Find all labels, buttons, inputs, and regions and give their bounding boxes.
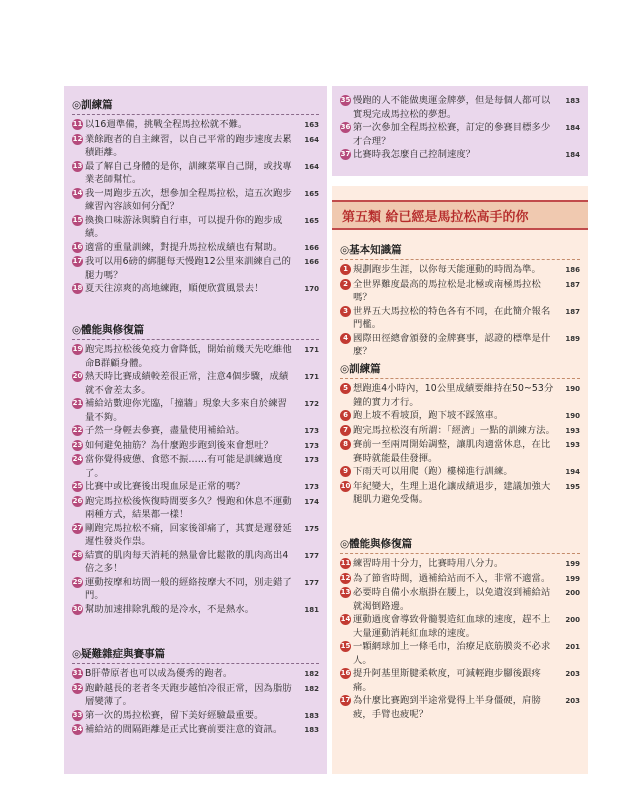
entry-page-number: 189 [565, 334, 580, 343]
entry-text: 跑齡越長的老者冬天跑步越怕冷很正常，因為脂肪層變薄了。 [85, 682, 292, 707]
entry-number-badge: 14 [72, 188, 83, 197]
toc-entry[interactable] [340, 694, 580, 721]
entry-text: 當你覺得疲憊、食慾不振……有可能是訓練過度了。 [85, 454, 283, 479]
toc-entry[interactable] [72, 723, 319, 738]
toc-entry[interactable] [340, 332, 580, 359]
entry-text: 熱天時比賽成績較差很正常，注意4個步驟，成績就不會差太多。 [85, 371, 289, 396]
entry-number-badge: 37 [340, 150, 351, 158]
entry-number-badge: 16 [72, 242, 83, 251]
entry-text: 練習時用十分力，比賽時用八分力。 [353, 558, 504, 569]
section-heading: ◎訓練篇 [72, 97, 319, 115]
entry-text: 跑完馬拉松後免疫力會降低，開始前幾天先吃維他命B群顧身體。 [85, 344, 292, 369]
toc-entry[interactable] [72, 370, 319, 397]
entry-text: 必要時自備小水瓶掛在腰上，以免遺沒到補給站就渴倒路邊。 [353, 587, 551, 612]
toc-entry[interactable] [72, 682, 319, 709]
entry-page-number: 173 [304, 427, 319, 435]
entry-number-badge: 13 [72, 161, 83, 170]
toc-entry[interactable] [72, 160, 319, 187]
entry-text: 結實的肌肉每天消耗的熱量會比鬆散的肌肉高出4倍之多！ [85, 549, 289, 574]
toc-entry[interactable] [72, 424, 319, 439]
left-column-panel [64, 86, 327, 774]
toc-entry[interactable] [72, 453, 319, 480]
entry-page-number: 164 [304, 135, 319, 144]
entry-text: 比賽時我怎麼自己控制速度？ [353, 149, 476, 160]
entry-text: 補給站的間隔距離是正式比賽前要注意的資訊。 [85, 724, 283, 735]
right-top-panel [332, 86, 588, 176]
toc-entry[interactable] [340, 557, 580, 572]
toc-entry[interactable] [340, 148, 580, 163]
entry-number-badge: 17 [72, 257, 83, 265]
entry-number-badge: 25 [72, 482, 83, 490]
entry-page-number: 173 [304, 483, 319, 491]
entry-number-badge: 5 [340, 383, 351, 394]
entry-page-number: 166 [304, 258, 319, 266]
right-main-panel [332, 186, 588, 774]
entry-number-badge: 26 [72, 496, 83, 505]
toc-entry[interactable] [340, 94, 580, 121]
entry-text: 規劃跑步生涯，以你每天能運動的時間為準。 [353, 264, 541, 275]
entry-text: 國際田徑總會頒發的金牌賽事，認證的標準是什麼？ [353, 332, 551, 357]
toc-entry[interactable] [72, 576, 319, 603]
entry-page-number: 182 [304, 684, 319, 693]
entry-page-number: 194 [565, 468, 580, 476]
entry-number-badge: 19 [72, 345, 83, 353]
entry-page-number: 166 [304, 243, 319, 252]
entry-number-badge: 8 [340, 439, 351, 450]
entry-page-number: 186 [565, 266, 580, 274]
entry-page-number: 182 [304, 670, 319, 678]
entry-text: B肝帶原者也可以成為優秀的跑者。 [85, 668, 233, 679]
toc-entry[interactable] [72, 667, 319, 682]
entry-number-badge: 12 [72, 134, 83, 143]
entry-text: 第一次參加全程馬拉松賽，訂定的參賽目標多少才合理？ [353, 122, 551, 147]
entry-text: 換換口味游泳與騎自行車，可以提升你的跑步成績。 [85, 214, 283, 239]
entry-text: 業餘跑者的自主練習，以自己平常的跑步速度去累積距離。 [85, 133, 292, 158]
entry-text: 跑完馬拉松沒有所謂：「經濟」一點的訓練方法。 [353, 424, 556, 436]
entry-number-badge: 30 [72, 604, 83, 613]
entry-page-number: 190 [565, 412, 580, 420]
entry-text: 想跑進4小時內，10公里成績要維持在50~53分鐘的實力才行。 [353, 383, 554, 408]
entry-number-badge: 10 [340, 481, 351, 490]
section-training-advanced [332, 361, 588, 507]
toc-entry[interactable] [340, 480, 580, 507]
entry-number-badge: 6 [340, 410, 351, 421]
section-training [64, 97, 327, 297]
entry-number-badge: 13 [340, 588, 351, 596]
entry-page-number: 170 [304, 285, 319, 293]
toc-entry[interactable] [340, 613, 580, 640]
toc-entry[interactable] [72, 603, 319, 618]
entry-page-number: 199 [565, 574, 580, 583]
toc-entry[interactable] [340, 263, 580, 278]
toc-entry[interactable] [340, 409, 580, 424]
entry-text: 跑完馬拉松後恢復時間要多久？慢跑和休息不運動兩種方式，結果都一樣！ [85, 495, 292, 520]
toc-entry[interactable] [340, 640, 580, 667]
entry-number-badge: 16 [340, 669, 351, 677]
entry-page-number: 184 [565, 124, 580, 132]
entry-number-badge: 23 [72, 440, 83, 449]
entry-text: 適當的重量訓練，對提升馬拉松成績也有幫助。 [85, 241, 283, 253]
entry-number-badge: 15 [340, 642, 351, 650]
entry-number-badge: 20 [72, 372, 83, 380]
entry-page-number: 201 [565, 643, 580, 651]
toc-entry[interactable] [340, 465, 580, 480]
toc-entry[interactable] [340, 278, 580, 305]
toc-entry[interactable] [72, 118, 319, 133]
entry-text: 賽前一至兩周開始調整，讓肌肉適當休息，在比賽時就能最佳發揮。 [353, 439, 551, 464]
entry-page-number: 199 [565, 560, 580, 568]
toc-entry[interactable] [72, 241, 319, 256]
entry-number-badge: 2 [340, 279, 351, 290]
entry-page-number: 203 [565, 670, 580, 678]
entry-number-badge: 18 [72, 284, 83, 292]
entry-number-badge: 34 [72, 725, 83, 733]
toc-entry[interactable] [72, 282, 319, 297]
entry-page-number: 181 [304, 605, 319, 614]
section-continued [332, 94, 588, 163]
entry-text: 運動按摩和坊間一般的經絡按摩大不同，別走錯了門。 [85, 576, 292, 601]
section-fitness-recovery [64, 322, 327, 617]
entry-number-badge: 24 [72, 455, 83, 463]
toc-entry[interactable] [72, 133, 319, 160]
entry-page-number: 193 [565, 426, 580, 435]
entry-text: 如何避免抽筋？為什麼跑步跑到後來會想吐？ [85, 439, 273, 451]
entry-page-number: 163 [304, 121, 319, 129]
entry-page-number: 172 [304, 400, 319, 408]
entry-number-badge: 32 [72, 683, 83, 692]
entry-number-badge: 14 [340, 615, 351, 623]
entry-number-badge: 33 [72, 710, 83, 719]
entry-text: 提升阿基里斯腱柔軟度，可減輕跑步腳後跟疼痛。 [353, 668, 541, 693]
entry-number-badge: 1 [340, 264, 351, 275]
entry-text: 比賽中或比賽後出現血尿是正常的嗎？ [85, 481, 245, 492]
entry-page-number: 193 [565, 441, 580, 449]
entry-number-badge: 21 [72, 399, 83, 407]
entry-number-badge: 31 [72, 669, 83, 677]
entry-number-badge: 36 [340, 123, 351, 131]
entry-page-number: 171 [304, 346, 319, 354]
toc-entry[interactable] [72, 709, 319, 724]
toc-entry[interactable] [340, 667, 580, 694]
entry-text: 下雨天可以用爬（跑）樓梯進行訓練。 [353, 466, 513, 477]
entry-page-number: 177 [304, 551, 319, 560]
section-heading: ◎體能與修復篇 [340, 536, 580, 554]
entry-number-badge: 11 [340, 559, 351, 567]
entry-number-badge: 9 [340, 466, 351, 477]
entry-page-number: 184 [565, 151, 580, 159]
toc-entry[interactable] [340, 305, 580, 332]
chapter-banner [332, 200, 588, 230]
entry-text: 補給站數迎你光臨，「撞牆」現象大多來自於練習量不夠。 [85, 398, 288, 423]
toc-entry[interactable] [72, 549, 319, 576]
entry-number-badge: 3 [340, 306, 351, 317]
entry-text: 世界五大馬拉松的特色各有不同，在此簡介報名門檻。 [353, 305, 551, 330]
toc-entry[interactable] [72, 255, 319, 282]
entry-page-number: 173 [304, 441, 319, 450]
section-heading: ◎訓練篇 [340, 361, 580, 379]
entry-number-badge: 22 [72, 426, 83, 434]
section-heading: ◎體能與修復篇 [72, 322, 319, 340]
entry-text: 年紀變大，生理上退化讓成績退步，建議加強大腿肌力避免受傷。 [353, 480, 551, 505]
entry-text: 我可以用6磅的綁腿每天慢跑12公里來訓練自己的腿力嗎？ [85, 256, 291, 281]
entry-number-badge: 35 [340, 96, 351, 104]
toc-entry[interactable] [340, 572, 580, 587]
entry-number-badge: 11 [72, 120, 83, 128]
entry-page-number: 187 [565, 280, 580, 289]
entry-page-number: 165 [304, 216, 319, 225]
entry-page-number: 183 [304, 726, 319, 734]
entry-text: 為什麼比賽跑到半途常覺得上半身僵硬，肩膀疲，手臂也疲呢？ [353, 695, 541, 720]
entry-text: 全世界難度最高的馬拉松是北極或南極馬拉松嗎？ [353, 278, 541, 303]
chapter-title: 第五類 給已經是馬拉松高手的你 [342, 209, 529, 225]
entry-text: 夏天往涼爽的高地練跑，順便欣賞風景去！ [85, 283, 264, 294]
entry-page-number: 177 [304, 578, 319, 587]
entry-page-number: 164 [304, 162, 319, 171]
entry-text: 為了節省時間，過補給站而不入，非常不適當。 [353, 572, 551, 584]
section-basic-knowledge [332, 242, 588, 359]
entry-text: 一顆網球加上一條毛巾，治療足底筋膜炎不必求人。 [353, 641, 551, 666]
entry-page-number: 195 [565, 482, 580, 491]
entry-number-badge: 27 [72, 523, 83, 532]
toc-entry[interactable] [340, 424, 580, 439]
toc-entry[interactable] [72, 187, 319, 214]
entry-text: 幫助加速排除乳酸的是冷水，不是熱水。 [85, 603, 255, 615]
entry-page-number: 173 [304, 456, 319, 464]
entry-page-number: 190 [565, 385, 580, 393]
entry-page-number: 183 [304, 711, 319, 720]
entry-text: 最了解自己身體的是你，訓練菜單自己開，或找專業老師幫忙。 [85, 160, 292, 185]
entry-number-badge: 17 [340, 696, 351, 704]
section-heading: ◎疑難雜症與賽事篇 [72, 646, 319, 664]
toc-entry[interactable] [340, 382, 580, 409]
entry-text: 第一次的馬拉松賽，留下美好經驗最重要。 [85, 709, 264, 721]
entry-page-number: 171 [304, 373, 319, 381]
toc-entry[interactable] [340, 121, 580, 148]
entry-text: 慢跑的人不能做奧運金牌夢，但是每個人都可以實現完成馬拉松的夢想。 [353, 95, 551, 120]
entry-number-badge: 29 [72, 577, 83, 586]
entry-page-number: 200 [565, 616, 580, 624]
entry-text: 我一周跑步五次，想參加全程馬拉松，這五次跑步練習內容該如何分配？ [85, 187, 292, 212]
entry-number-badge: 15 [72, 215, 83, 224]
toc-entry[interactable] [72, 495, 319, 522]
entry-page-number: 165 [304, 189, 319, 198]
entry-text: 運動過度會導致骨髓製造紅血球的速度，趕不上大量運動消耗紅血球的速度。 [353, 614, 551, 639]
entry-number-badge: 4 [340, 333, 351, 344]
toc-entry[interactable] [72, 522, 319, 549]
entry-page-number: 203 [565, 697, 580, 705]
section-misc-events [64, 646, 327, 738]
entry-page-number: 183 [565, 97, 580, 105]
toc-entry[interactable] [72, 480, 319, 495]
entry-text: 剛跑完馬拉松不痛，回家後卻痛了，其實是遲發延遲性發炎作祟。 [85, 522, 292, 547]
toc-entry[interactable] [72, 397, 319, 424]
section-heading: ◎基本知識篇 [340, 242, 580, 260]
entry-page-number: 187 [565, 307, 580, 316]
toc-entry[interactable] [340, 586, 580, 613]
toc-entry[interactable] [72, 214, 319, 241]
toc-entry[interactable] [340, 438, 580, 465]
entry-number-badge: 7 [340, 425, 351, 436]
entry-number-badge: 28 [72, 550, 83, 559]
section-fitness-recovery-advanced [332, 536, 588, 721]
entry-text: 子然一身輕去參賽，盡量使用補給站。 [85, 425, 245, 436]
toc-entry[interactable] [72, 439, 319, 454]
entry-number-badge: 12 [340, 573, 351, 582]
entry-text: 以16週準備，挑戰全程馬拉松就不難。 [85, 119, 248, 130]
entry-page-number: 174 [304, 497, 319, 506]
entry-text: 跑上坡不看坡頂，跑下坡不踩煞車。 [353, 410, 504, 421]
entry-page-number: 175 [304, 524, 319, 533]
toc-entry[interactable] [72, 343, 319, 370]
entry-page-number: 200 [565, 589, 580, 597]
